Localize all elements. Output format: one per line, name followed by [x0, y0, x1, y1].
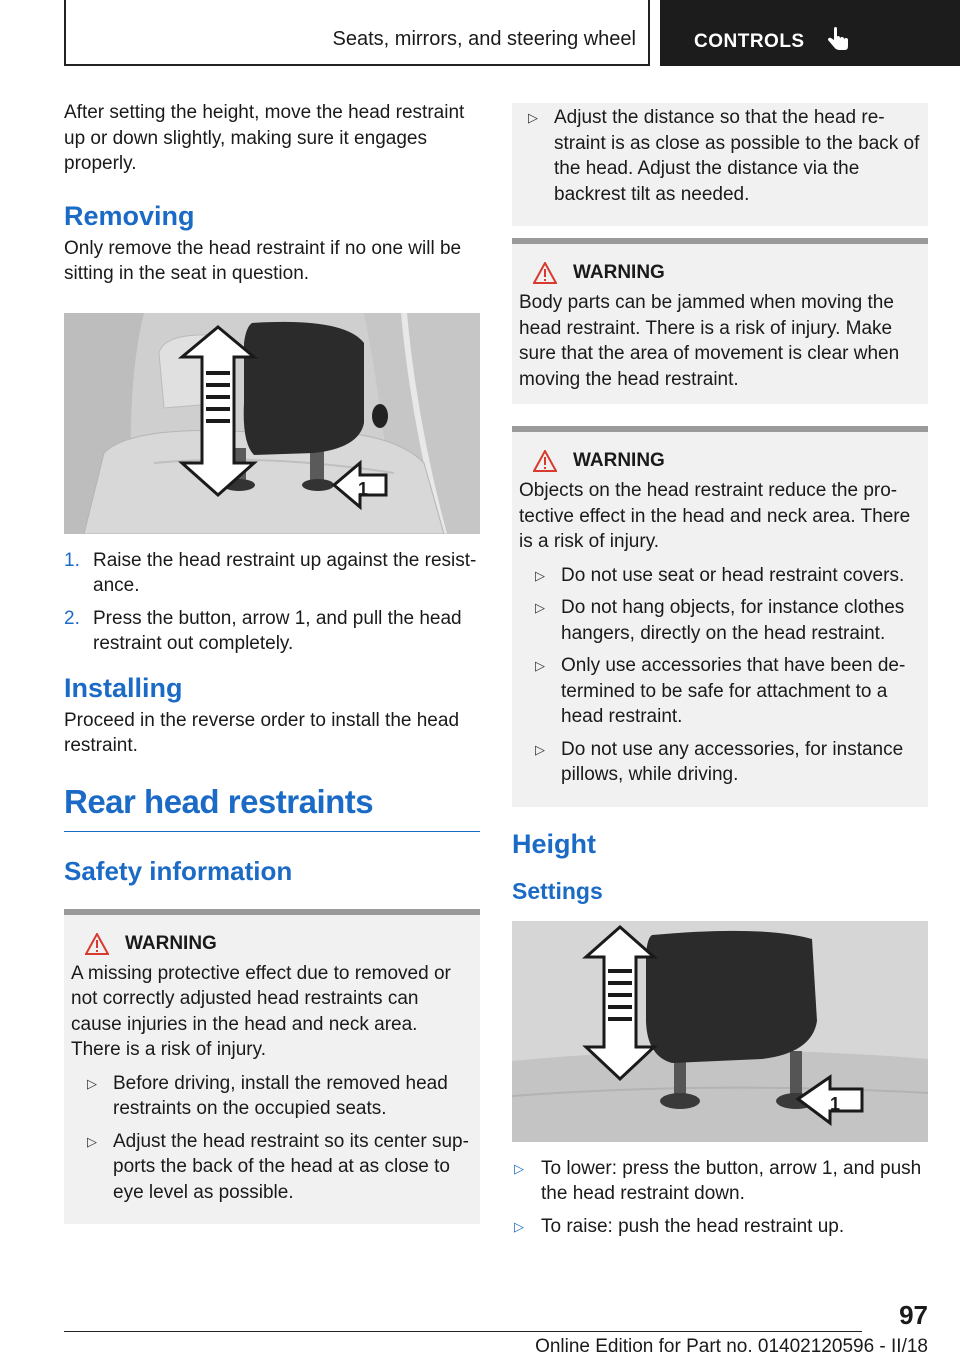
height-list [512, 1156, 928, 1240]
list-item: ▷ To raise: push the head restraint up. [512, 1214, 928, 1240]
list-item: ▷ To lower: press the button, arrow 1, and push the head restraint down. [512, 1156, 928, 1207]
removing-heading: Removing [64, 200, 195, 231]
height-heading: Height [512, 828, 596, 859]
rear-head-restraints-heading: Rear head restraints [64, 783, 480, 832]
list-item: ▷ Adjust the distance so that the head re-straint is as close as possible to the back of the head. Adjust the distance via the backrest tilt as needed. [512, 105, 920, 207]
warning-label: WARNING [573, 450, 665, 471]
edition-note: Online Edition for Part no. 01402120596 - II/18 [535, 1336, 928, 1357]
left-column [64, 100, 480, 1224]
list-item: ▷ Adjust the head restraint so its center sup-ports the back of the head at as close to eye level as possible. [71, 1129, 472, 1206]
chapter-tab[interactable] [660, 0, 960, 66]
list-item: ▷ Do not hang objects, for instance clothes hangers, directly on the head restraint. [519, 595, 920, 646]
footer-divider [64, 1331, 862, 1332]
head-restraint-height-illustration [512, 921, 928, 1142]
warning-list [519, 563, 920, 788]
warning-text: A missing protective effect due to removed or not correctly adjusted head restraints can cause injuries in the head and neck area. There is a risk of injury. [71, 962, 451, 1060]
page-header [64, 0, 960, 66]
section-title: Seats, mirrors, and steering wheel [64, 0, 650, 66]
warning-box [512, 426, 928, 807]
chapter-label: CONTROLS [694, 31, 805, 52]
list-item: 2. Press the button, arrow 1, and pull the head restraint out completely. [64, 607, 462, 654]
callout-number: 1 [358, 478, 369, 499]
intro-paragraph: After setting the height, move the head restraint up or down slightly, making sure it engages properly. [64, 102, 465, 174]
safety-information-heading: Safety information [64, 855, 293, 886]
warning-text: Body parts can be jammed when moving the head restraint. There is a risk of injury. Make sure that the area of movement is clear when moving the head restraint. [519, 292, 900, 390]
installing-paragraph: Proceed in the reverse order to install the head restraint. [64, 709, 460, 756]
warning-triangle-icon [533, 262, 557, 284]
continued-list-box [512, 103, 928, 226]
list-item: ▷ Do not use seat or head restraint covers. [519, 563, 920, 589]
warning-list [71, 1071, 472, 1206]
list-item: ▷ Only use accessories that have been de-termined to be safe for attachment to a head restraint. [519, 653, 920, 730]
callout-number: 1 [830, 1093, 841, 1114]
installing-heading: Installing [64, 672, 183, 703]
warning-header [519, 262, 920, 284]
continued-list [512, 105, 920, 207]
pointing-hand-icon [825, 27, 851, 53]
warning-text: Objects on the head restraint reduce the pro-tective effect in the head and neck area. There is a risk of injury. [519, 480, 911, 552]
seat-illustration [64, 313, 480, 534]
right-column [512, 103, 928, 1246]
warning-triangle-icon [533, 450, 557, 472]
removal-steps [64, 548, 480, 657]
page-number: 97 [899, 1300, 928, 1330]
warning-box [64, 909, 480, 1225]
warning-label: WARNING [125, 932, 217, 954]
settings-heading: Settings [512, 877, 603, 904]
warning-header [71, 933, 472, 955]
head-restraint-removal-illustration [64, 313, 480, 534]
list-item: ▷ Do not use any accessories, for instance pillows, while driving. [519, 737, 920, 788]
list-item: 1. Raise the head restraint up against the resist-ance. [64, 549, 477, 596]
list-item: ▷ Before driving, install the removed head restraints on the occupied seats. [71, 1071, 472, 1122]
removing-paragraph: Only remove the head restraint if no one will be sitting in the seat in question. [64, 237, 462, 284]
warning-header [519, 450, 920, 472]
headrest-illustration [512, 921, 928, 1142]
warning-box [512, 238, 928, 404]
warning-triangle-icon [85, 933, 109, 955]
warning-label: WARNING [573, 262, 665, 283]
